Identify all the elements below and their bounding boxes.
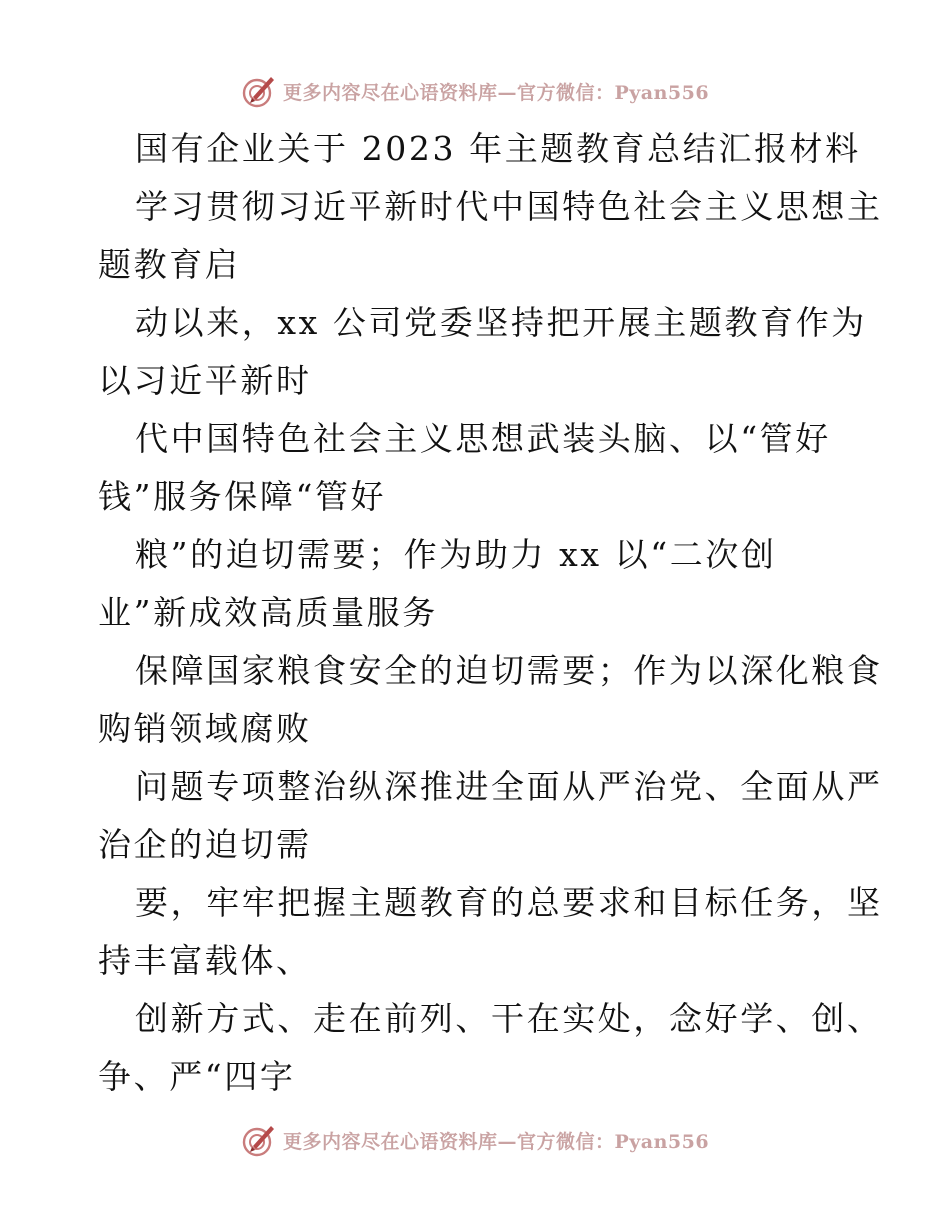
paragraph-line: 业”新成效高质量服务 — [98, 593, 438, 632]
footer-banner-text: 更多内容尽在心语资料库—官方微信：Pyan556 — [282, 1130, 710, 1153]
footer-banner — [0, 1120, 950, 1160]
paragraph-line: 学习贯彻习近平新时代中国特色社会主义思想主 — [135, 187, 883, 226]
quill-logo-icon — [241, 1122, 277, 1158]
document-title: 国有企业关于 2023 年主题教育总结汇报材料 — [135, 129, 861, 168]
paragraph-line: 保障国家粮食安全的迫切需要；作为以深化粮食 — [135, 651, 883, 690]
document-body — [98, 120, 883, 1106]
paragraph-line: 治企的迫切需 — [98, 825, 312, 864]
paragraph-line: 创新方式、走在前列、干在实处，念好学、创、 — [135, 999, 883, 1038]
paragraph-line: 问题专项整治纵深推进全面从严治党、全面从严 — [135, 767, 883, 806]
paragraph-line: 争、严“四字 — [98, 1057, 296, 1096]
paragraph-line: 以习近平新时 — [98, 361, 312, 400]
paragraph-line: 动以来，xx 公司党委坚持把开展主题教育作为 — [135, 303, 867, 342]
quill-logo-icon — [241, 73, 277, 109]
paragraph-line: 持丰富载体、 — [98, 941, 312, 980]
header-banner — [0, 71, 950, 111]
header-banner-text: 更多内容尽在心语资料库—官方微信：Pyan556 — [282, 81, 710, 104]
paragraph-line: 题教育启 — [98, 245, 241, 284]
paragraph-line: 购销领域腐败 — [98, 709, 312, 748]
paragraph-line: 粮”的迫切需要；作为助力 xx 以“二次创 — [135, 535, 777, 574]
paragraph-line: 钱”服务保障“管好 — [98, 477, 387, 516]
paragraph-line: 代中国特色社会主义思想武装头脑、以“管好 — [135, 419, 831, 458]
paragraph-line: 要，牢牢把握主题教育的总要求和目标任务，坚 — [135, 883, 883, 922]
